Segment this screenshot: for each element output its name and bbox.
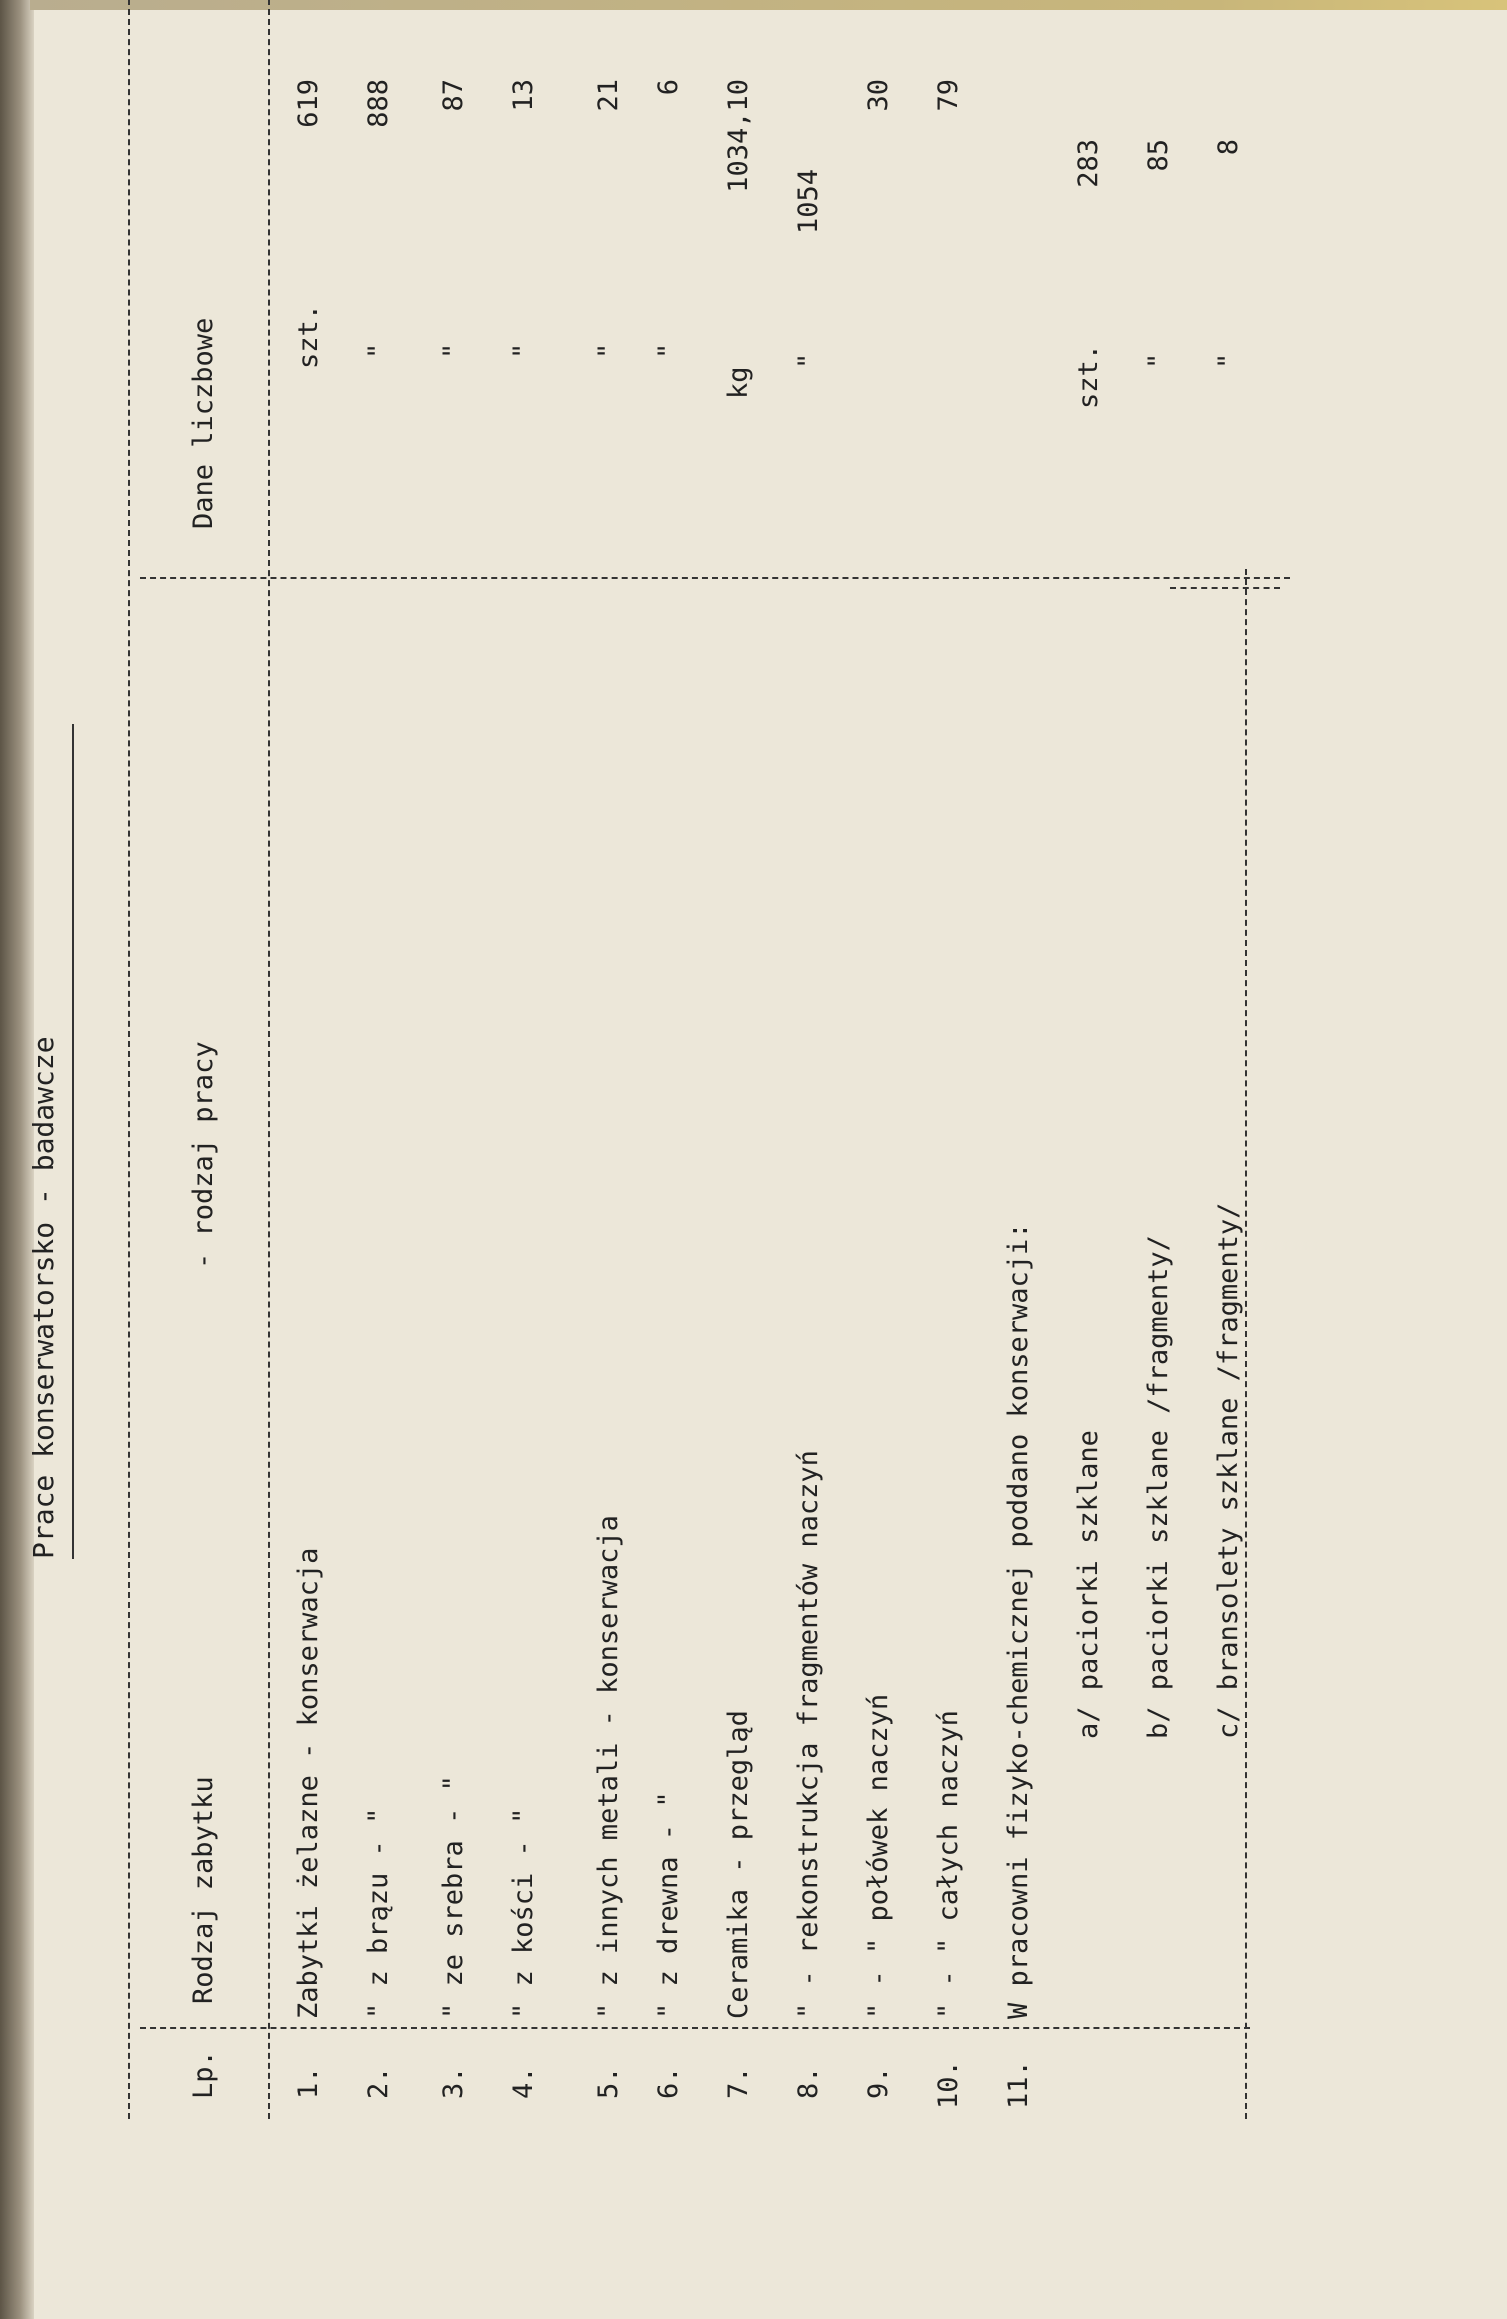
row-item: " z brązu - " [363,1807,394,2019]
right-column-bottom [1170,587,1280,589]
row-value: 85 [1143,139,1174,172]
row-lp: 8. [793,2066,824,2099]
dane-column-divider [140,577,1290,579]
row-unit: " [793,352,824,369]
row-item: Zabytki żelazne - konserwacja [293,1547,324,2019]
row-item: W pracowni fizyko-chemicznej poddano konserwacji: [1003,1222,1034,2019]
row-item: " - rekonstrukcja fragmentów naczyń [793,1450,824,2019]
row-lp: 4. [508,2066,539,2099]
row-unit: szt. [293,303,324,369]
row-unit: " [363,342,394,359]
row-unit: " [1143,352,1174,369]
header-dane-liczbowe: Dane liczbowe [188,317,219,529]
row-unit: kg [723,366,754,399]
row-value: 619 [293,79,324,128]
row-value: 8 [1213,139,1244,156]
row-value: 79 [933,79,964,112]
row-unit: " [508,342,539,359]
row-lp: 7. [723,2066,754,2099]
header-bottom-border [268,0,270,2119]
table-top-border [128,0,130,2119]
row-item: " z drewna - " [653,1791,684,2019]
row-item: b/ paciorki szklane /fragmenty/ [1143,1235,1174,1739]
row-item: " z innych metali - konserwacja [593,1515,624,2019]
row-value: 6 [653,79,684,96]
row-item: " ze srebra - " [438,1775,469,2019]
table-bottom-border [1245,569,1247,2119]
row-item: " - " połówek naczyń [863,1693,894,2019]
header-rodzaj-zabytku: Rodzaj zabytku [188,1776,219,2004]
row-value: 283 [1073,139,1104,188]
row-item: a/ paciorki szklane [1073,1430,1104,1739]
row-value: 30 [863,79,894,112]
row-lp: 11. [1003,2060,1034,2109]
row-item: c/ bransolety szklane /fragmenty/ [1213,1202,1244,1739]
row-item: Ceramika - przegląd [723,1710,754,2019]
row-unit: szt. [1073,343,1104,409]
row-item: " - " całych naczyń [933,1710,964,2019]
row-value: 13 [508,79,539,112]
row-lp: 9. [863,2066,894,2099]
row-item: " z kości - " [508,1807,539,2019]
row-value: 87 [438,79,469,112]
lp-column-divider [140,2027,1250,2029]
row-unit: " [438,342,469,359]
title-underline [72,724,74,1559]
row-lp: 1. [293,2066,324,2099]
row-lp: 5. [593,2066,624,2099]
row-unit: " [1213,352,1244,369]
row-value: 1034,10 [723,79,754,193]
page-title: Prace konserwatorsko - badawcze [27,1036,60,1559]
row-value: 888 [363,79,394,128]
row-lp: 3. [438,2066,469,2099]
row-value: 21 [593,79,624,112]
header-lp: Lp. [188,2050,219,2099]
row-unit: " [653,342,684,359]
row-value: 1054 [793,169,824,235]
row-lp: 10. [933,2060,964,2109]
row-unit: " [593,342,624,359]
header-rodzaj-pracy: - rodzaj pracy [188,1041,219,1269]
row-lp: 6. [653,2066,684,2099]
row-lp: 2. [363,2066,394,2099]
